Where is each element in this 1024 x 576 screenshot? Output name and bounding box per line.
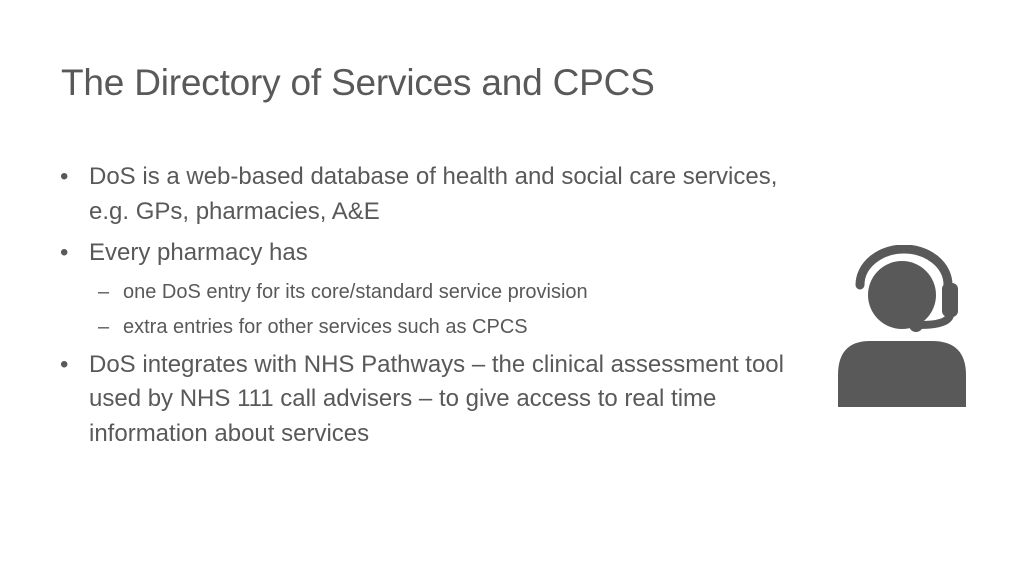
dash-marker: –: [98, 315, 110, 338]
sub-list-item: [60, 313, 800, 341]
sub-list-item: [60, 278, 800, 306]
list-item: [60, 236, 800, 271]
list-item: [60, 160, 800, 229]
list-item-text: DoS is a web-based database of health and social care services, e.g. GPs, pharmacies, A&E: [89, 163, 778, 225]
bullet-marker: •: [60, 163, 69, 190]
dash-marker: –: [98, 280, 110, 303]
list-item: [60, 348, 800, 452]
call-center-agent-icon: [830, 245, 972, 407]
bullet-marker: •: [60, 350, 69, 378]
sub-list-item-text: one DoS entry for its core/standard service provision: [123, 280, 588, 303]
sub-list-item-text: extra entries for other services such as CPCS: [123, 315, 528, 338]
bullet-marker: •: [60, 239, 69, 266]
bullet-list: [60, 160, 800, 458]
list-item-text: Every pharmacy has: [89, 239, 308, 266]
list-item-text: DoS integrates with NHS Pathways – the clinical assessment tool used by NHS 111 call advisers – to give access to real time information about services: [89, 350, 784, 447]
page-title: The Directory of Services and CPCS: [61, 62, 655, 103]
